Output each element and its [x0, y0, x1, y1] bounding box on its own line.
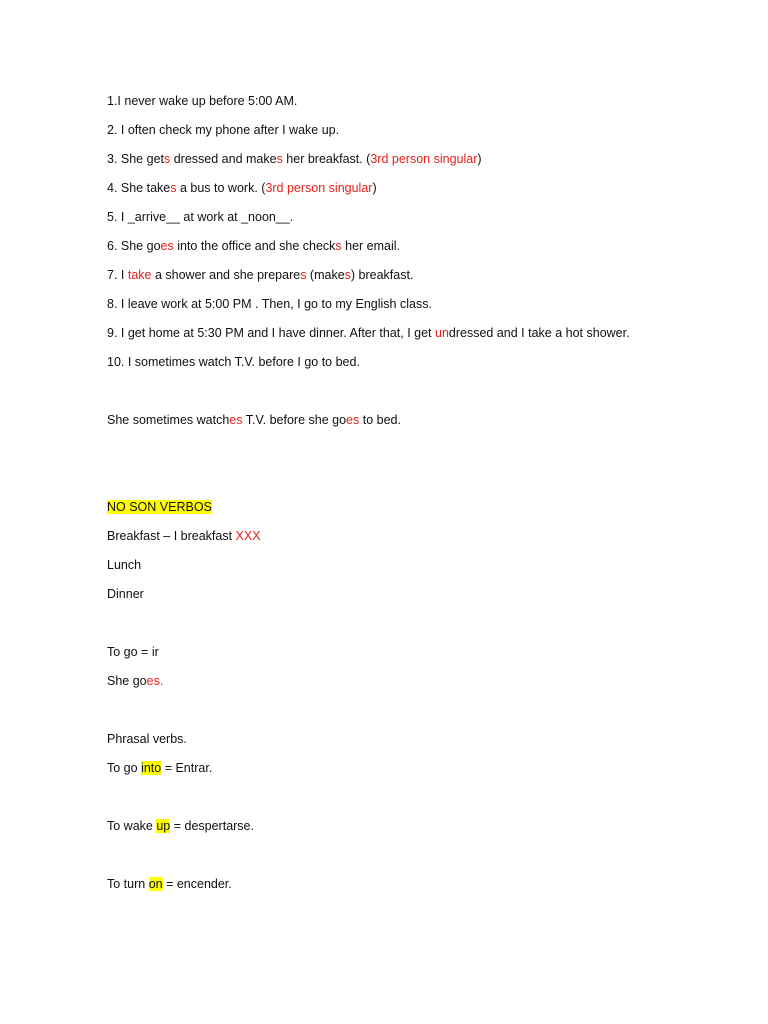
red-emphasis-text: es. [146, 674, 164, 688]
text-run: dressed and make [170, 152, 277, 166]
text-line-5 [107, 209, 293, 225]
highlighted-text: NO SON VERBOS [107, 500, 212, 514]
wake-up-line [107, 818, 254, 834]
text-run: 7. I [107, 268, 128, 282]
third-person-example-line [107, 412, 401, 428]
text-run: 8. I leave work at 5:00 PM . Then, I go to my English class. [107, 297, 432, 311]
text-run: 4. She take [107, 181, 171, 195]
red-emphasis-text: 3rd person singular [265, 181, 373, 195]
text-line-10 [107, 354, 360, 370]
text-run: She go [107, 674, 147, 688]
text-run: Lunch [107, 558, 142, 572]
text-run: 9. I get home at 5:30 PM and I have dinner. After that, I get [107, 326, 435, 340]
text-run: Dinner [107, 587, 144, 601]
go-into-line [107, 760, 212, 776]
text-line-8 [107, 296, 432, 312]
text-run: ) [372, 181, 377, 195]
red-emphasis-text: XXX [235, 529, 261, 543]
red-emphasis-text: s [276, 152, 283, 166]
highlighted-text: up [156, 819, 171, 833]
text-line-3 [107, 151, 482, 167]
she-goes-line [107, 673, 163, 689]
red-emphasis-text: es [346, 413, 360, 427]
text-run: 5. I _arrive__ at work at _noon__. [107, 210, 294, 224]
text-run: 3. She get [107, 152, 164, 166]
red-emphasis-text: es [229, 413, 243, 427]
text-run: = Entrar. [161, 761, 213, 775]
red-emphasis-text: s [300, 268, 307, 282]
text-run: into the office and she check [173, 239, 336, 253]
lunch-line [107, 557, 141, 573]
text-line-1 [107, 93, 297, 109]
text-run: To wake [107, 819, 157, 833]
text-run: 2. I often check my phone after I wake up. [107, 123, 340, 137]
text-line-2 [107, 122, 339, 138]
turn-on-line [107, 876, 232, 892]
text-run: = encender. [162, 877, 232, 891]
text-run: to bed. [359, 413, 401, 427]
text-run: To go [107, 761, 142, 775]
highlighted-text: on [148, 877, 163, 891]
text-run: To go = ir [107, 645, 159, 659]
text-run: Breakfast – I breakfast [107, 529, 236, 543]
breakfast-line [107, 528, 261, 544]
text-run: Phrasal verbs. [107, 732, 187, 746]
red-emphasis-text: s [164, 152, 171, 166]
text-run: To turn [107, 877, 149, 891]
phrasal-verbs-heading [107, 731, 187, 747]
text-run: a bus to work. ( [176, 181, 266, 195]
text-run: ) breakfast. [350, 268, 414, 282]
red-emphasis-text: s [335, 239, 342, 253]
text-run: She sometimes watch [107, 413, 230, 427]
text-line-4 [107, 180, 377, 196]
text-run: 6. She go [107, 239, 161, 253]
red-emphasis-text: s [170, 181, 177, 195]
text-run: (make [306, 268, 345, 282]
text-run: 1.I never wake up before 5:00 AM. [107, 94, 298, 108]
text-run: dressed and I take a hot shower. [448, 326, 630, 340]
red-emphasis-text: 3rd person singular [370, 152, 478, 166]
red-emphasis-text: s [344, 268, 351, 282]
dinner-line [107, 586, 144, 602]
text-line-6 [107, 238, 400, 254]
text-run: her breakfast. ( [282, 152, 371, 166]
to-go-line [107, 644, 159, 660]
text-run: a shower and she prepare [151, 268, 301, 282]
no-son-verbos-heading [107, 499, 212, 515]
highlighted-text: into [141, 761, 162, 775]
text-line-7 [107, 267, 413, 283]
text-run: ) [477, 152, 482, 166]
text-line-9 [107, 325, 630, 341]
red-emphasis-text: es [160, 239, 174, 253]
text-run: her email. [341, 239, 401, 253]
red-emphasis-text: un [435, 326, 449, 340]
red-emphasis-text: take [127, 268, 152, 282]
text-run: 10. I sometimes watch T.V. before I go to bed. [107, 355, 360, 369]
text-run: = despertarse. [170, 819, 254, 833]
text-run: T.V. before she go [242, 413, 347, 427]
